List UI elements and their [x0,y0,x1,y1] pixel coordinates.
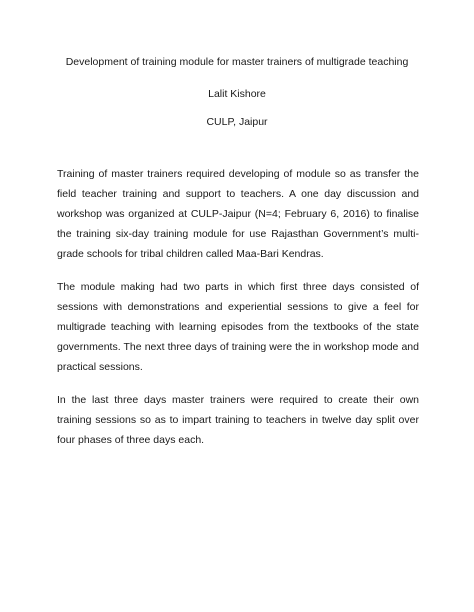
paragraph-3: In the last three days master trainers were required to create their own training sessions so as to impart training to teachers in twelve day split over four phases of three days each. [57,394,419,446]
author-affiliation: CULP, Jaipur [206,116,268,128]
author-name: Lalit Kishore [208,88,266,100]
paragraph-1: Training of master trainers required developing of module so as transfer the field teacher training and support to teachers. A one day discussion and workshop was organized at CULP-Jaipur (N=4; February 6, 2016) to finalise the training six-day training module for use Rajasthan Government’s multi-grade schools for tribal children called Maa-Bari Kendras. [57,168,419,260]
document-title: Development of training module for master trainers of multigrade teaching [65,56,409,68]
document-body [57,164,419,450]
paragraph-2: The module making had two parts in which first three days consisted of sessions with demonstrations and experiential sessions to give a feel for multigrade teaching with learning episodes from the textbooks of the state governments. The next three days of training were the in workshop mode and practical sessions. [57,281,419,373]
